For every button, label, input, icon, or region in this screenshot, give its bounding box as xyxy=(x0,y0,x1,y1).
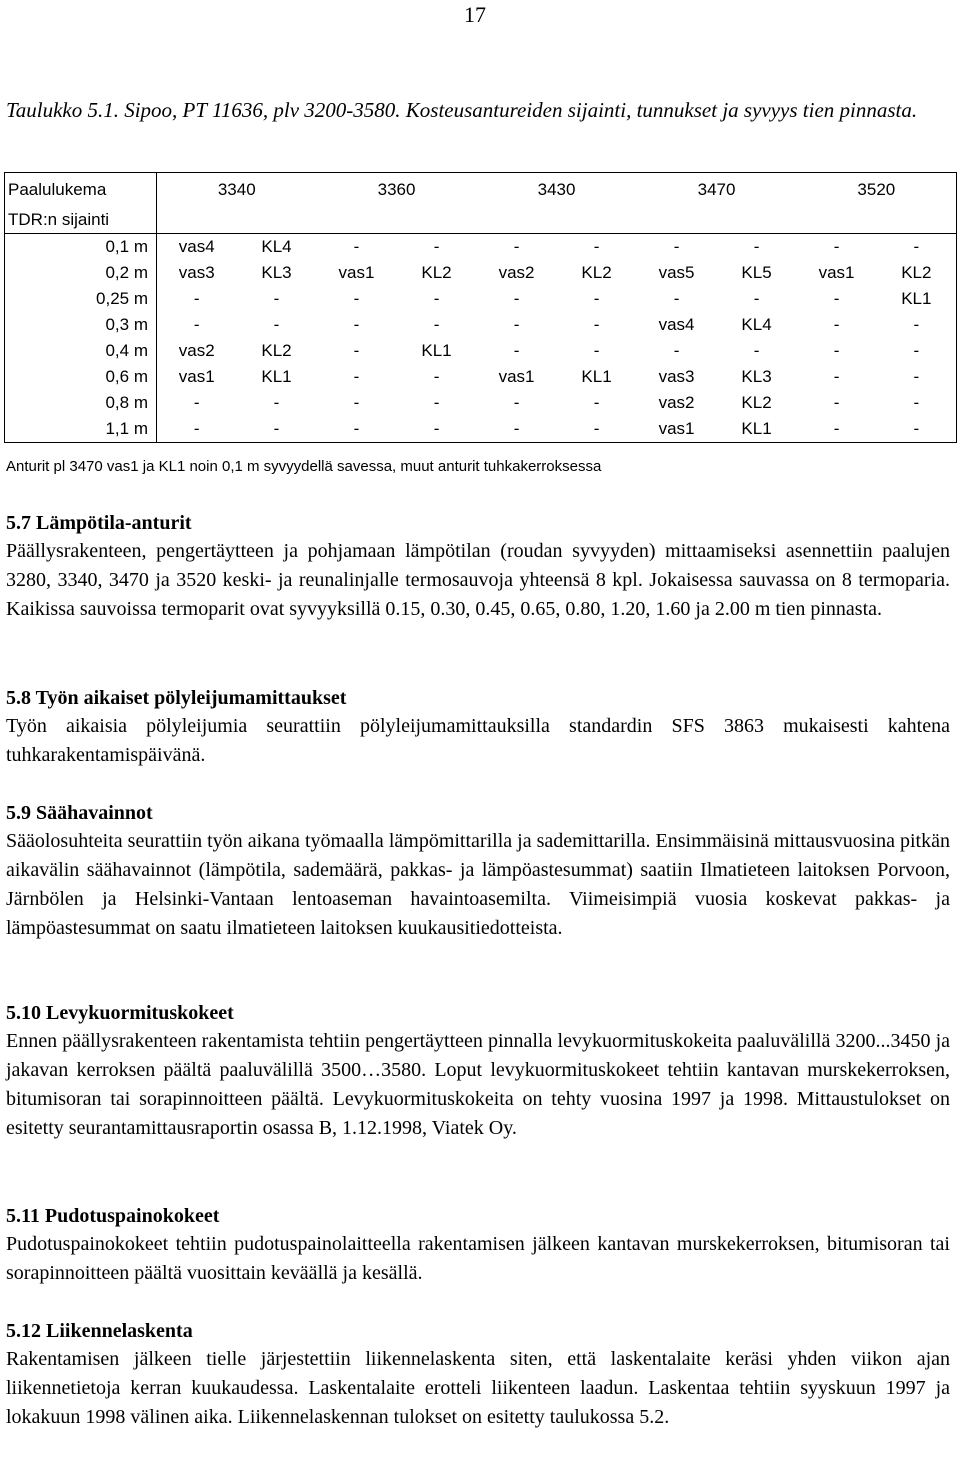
depth-cell: 0,6 m xyxy=(5,364,157,390)
station-header: 3360 xyxy=(377,180,416,199)
sensor-cell: vas5 xyxy=(658,263,695,282)
sensor-cell: - xyxy=(433,237,440,256)
sensor-cell: - xyxy=(673,289,680,308)
sensor-cell: - xyxy=(193,419,200,438)
sensor-cell: - xyxy=(513,237,520,256)
sensor-cell: - xyxy=(913,367,920,386)
sensor-cell: - xyxy=(273,315,280,334)
sensor-cell: vas4 xyxy=(658,315,695,334)
page-number: 17 xyxy=(464,2,486,27)
station-header: 3470 xyxy=(697,180,736,199)
sensor-cell: KL1 xyxy=(741,419,772,438)
sensor-cell: vas2 xyxy=(178,341,215,360)
section-heading: 5.7 Lämpötila-anturit xyxy=(6,512,192,534)
section-heading: 5.11 Pudotuspainokokeet xyxy=(6,1205,220,1227)
sensor-cell: - xyxy=(753,341,760,360)
sensor-cell: - xyxy=(593,315,600,334)
sensor-cell: vas1 xyxy=(498,367,535,386)
sensor-cell: - xyxy=(913,237,920,256)
section-5-7 xyxy=(6,510,950,624)
sensor-cell: KL1 xyxy=(261,367,292,386)
sensor-cell: KL4 xyxy=(741,315,772,334)
section-5-11 xyxy=(6,1203,950,1288)
sensor-cell: - xyxy=(913,419,920,438)
section-text: Työn aikaisia pölyleijumia seurattiin pölyleijumamittauksilla standardin SFS 3863 mukaisesti kahtena tuhkarakentamispäivänä. xyxy=(6,715,950,766)
table-row xyxy=(5,234,957,261)
sensor-cell: - xyxy=(673,341,680,360)
sensor-cell: - xyxy=(433,367,440,386)
sensor-cell: - xyxy=(833,367,840,386)
sensor-cell: vas4 xyxy=(178,237,215,256)
station-header: 3520 xyxy=(857,180,896,199)
sensor-cell: KL3 xyxy=(261,263,292,282)
station-header: 3430 xyxy=(537,180,576,199)
sensor-cell: - xyxy=(833,237,840,256)
sensor-cell: KL2 xyxy=(741,393,772,412)
sensor-cell: - xyxy=(273,419,280,438)
sensor-cell: - xyxy=(353,237,360,256)
table-row xyxy=(5,260,957,286)
sensor-cell: - xyxy=(353,315,360,334)
sensor-cell: - xyxy=(673,237,680,256)
sensor-cell: KL1 xyxy=(421,341,452,360)
section-5-10 xyxy=(6,1000,950,1143)
sensor-cell: - xyxy=(593,237,600,256)
sensor-cell: - xyxy=(513,315,520,334)
sensor-cell: KL2 xyxy=(581,263,612,282)
sensor-cell: - xyxy=(353,289,360,308)
depth-cell: 0,2 m xyxy=(5,260,157,286)
sensor-cell: - xyxy=(353,393,360,412)
sensor-cell: vas1 xyxy=(178,367,215,386)
table-row xyxy=(5,390,957,416)
sensor-cell: - xyxy=(353,419,360,438)
sensor-table-wrapper xyxy=(4,172,956,443)
sensor-cell: KL5 xyxy=(741,263,772,282)
section-5-9 xyxy=(6,800,950,943)
section-text: Ennen päällysrakenteen rakentamista tehtiin pengertäytteen pinnalla levykuormituskokeita paaluvälillä 3200...3450 ja jakavan kerroksen päältä paaluvälillä 3500…3580. Loput levykuormituskokeet tehtiin kantavan murskekerroksen, bitumisoran tai sorapinnoitteen päältä. Levykuormituskokeita on tehty vuosina 1997 ja 1998. Mittaustulokset on esitetty seurantamittausraportin osassa B, 1.12.1998, Viatek Oy. xyxy=(6,1030,950,1139)
sensor-cell: KL1 xyxy=(901,289,932,308)
depth-cell: 0,3 m xyxy=(5,312,157,338)
table-caption: Taulukko 5.1. Sipoo, PT 11636, plv 3200-3580. Kosteusantureiden sijainti, tunnukset ja syvyys tien pinnasta. xyxy=(6,98,918,122)
sensor-cell: - xyxy=(433,315,440,334)
sensor-cell: - xyxy=(913,341,920,360)
table-row xyxy=(5,416,957,443)
sensor-cell: - xyxy=(593,341,600,360)
sensor-cell: KL1 xyxy=(581,367,612,386)
sensor-cell: - xyxy=(273,393,280,412)
depth-cell: 0,1 m xyxy=(5,234,157,261)
sensor-cell: - xyxy=(353,367,360,386)
depth-cell: 1,1 m xyxy=(5,416,157,443)
sensor-cell: - xyxy=(913,315,920,334)
table-row xyxy=(5,312,957,338)
section-text: Pudotuspainokokeet tehtiin pudotuspainolaitteella rakentamisen jälkeen kantavan murskekerroksen, bitumisoran tai sorapinnoitteen päältä vuosittain keväällä ja kesällä. xyxy=(6,1233,950,1284)
sensor-cell: vas1 xyxy=(338,263,375,282)
table-header-row xyxy=(5,173,957,208)
sensor-cell: - xyxy=(513,419,520,438)
table-note: Anturit pl 3470 vas1 ja KL1 noin 0,1 m syvyydellä savessa, muut anturit tuhkakerroksessa xyxy=(6,458,602,475)
section-text: Sääolosuhteita seurattiin työn aikana työmaalla lämpömittarilla ja sademittarilla. Ensimmäisinä mittausvuosina pitkän aikavälin säähavainnot (lämpötila, sademäärä, pakkas- ja lämpöastesummat) saatiin Ilmatieteen laitoksen Porvoon, Järnbölen ja Helsinki-Vantaan lentoaseman havaintoasemilta. Viimeisimpiä vuosia koskevat pakkas- ja lämpöastesummat on saatu ilmatieteen laitoksen kuukausitiedotteista. xyxy=(6,830,950,939)
sensor-cell: - xyxy=(833,393,840,412)
tdr-label-row xyxy=(5,207,957,234)
station-header: 3340 xyxy=(217,180,256,199)
sensor-cell: - xyxy=(833,419,840,438)
header-label-cell: Paalulukema xyxy=(5,173,157,208)
sensor-table xyxy=(4,172,957,443)
sensor-cell: - xyxy=(433,289,440,308)
sensor-cell: vas2 xyxy=(498,263,535,282)
sensor-cell: KL2 xyxy=(261,341,292,360)
sensor-cell: - xyxy=(433,393,440,412)
tdr-label-cell: TDR:n sijainti xyxy=(5,207,157,234)
table-row xyxy=(5,338,957,364)
depth-cell: 0,25 m xyxy=(5,286,157,312)
sensor-cell: - xyxy=(833,289,840,308)
sensor-cell: vas1 xyxy=(818,263,855,282)
sensor-cell: - xyxy=(193,393,200,412)
sensor-cell: - xyxy=(513,393,520,412)
sensor-cell: vas2 xyxy=(658,393,695,412)
table-row xyxy=(5,364,957,390)
section-text: Päällysrakenteen, pengertäytteen ja pohjamaan lämpötilan (roudan syvyyden) mittaamiseksi asennettiin paalujen 3280, 3340, 3470 ja 3520 keski- ja reunalinjalle termosauvoja yhteensä 8 kpl. Jokaisessa sauvassa on 8 termoparia. Kaikissa sauvoissa termoparit ovat syvyyksillä 0.15, 0.30, 0.45, 0.65, 0.80, 1.20, 1.60 ja 2.00 m tien pinnasta. xyxy=(6,540,950,620)
sensor-cell: KL2 xyxy=(901,263,932,282)
sensor-cell: - xyxy=(513,289,520,308)
depth-cell: 0,8 m xyxy=(5,390,157,416)
section-heading: 5.8 Työn aikaiset pölyleijumamittaukset xyxy=(6,687,347,709)
section-heading: 5.12 Liikennelaskenta xyxy=(6,1320,193,1342)
sensor-cell: - xyxy=(433,419,440,438)
section-text: Rakentamisen jälkeen tielle järjestettiin liikennelaskenta siten, että laskentalaite keräsi yhden viikon ajan liikennetietoja kerran kuukaudessa. Laskentalaite erotteli liikenteen laadun. Laskentaa tehtiin syyskuun 1997 ja lokakuun 1998 välinen aika. Liikennelaskennan tulokset on esitetty taulukossa 5.2. xyxy=(6,1348,950,1428)
depth-cell: 0,4 m xyxy=(5,338,157,364)
sensor-cell: - xyxy=(833,315,840,334)
sensor-cell: - xyxy=(753,289,760,308)
sensor-cell: - xyxy=(593,289,600,308)
sensor-cell: - xyxy=(273,289,280,308)
tdr-empty-cell xyxy=(157,207,957,234)
sensor-cell: vas1 xyxy=(658,419,695,438)
section-heading: 5.10 Levykuormituskokeet xyxy=(6,1002,234,1024)
section-5-8 xyxy=(6,685,950,770)
sensor-cell: - xyxy=(193,289,200,308)
sensor-cell: KL4 xyxy=(261,237,292,256)
sensor-cell: vas3 xyxy=(178,263,215,282)
sensor-cell: - xyxy=(593,419,600,438)
sensor-cell: - xyxy=(593,393,600,412)
table-row xyxy=(5,286,957,312)
sensor-cell: - xyxy=(833,341,840,360)
sensor-cell: - xyxy=(193,315,200,334)
section-heading: 5.9 Säähavainnot xyxy=(6,802,153,824)
sensor-cell: KL2 xyxy=(421,263,452,282)
sensor-cell: - xyxy=(913,393,920,412)
section-5-12 xyxy=(6,1318,950,1432)
sensor-cell: - xyxy=(353,341,360,360)
sensor-cell: - xyxy=(753,237,760,256)
sensor-cell: vas3 xyxy=(658,367,695,386)
sensor-cell: - xyxy=(513,341,520,360)
sensor-cell: KL3 xyxy=(741,367,772,386)
